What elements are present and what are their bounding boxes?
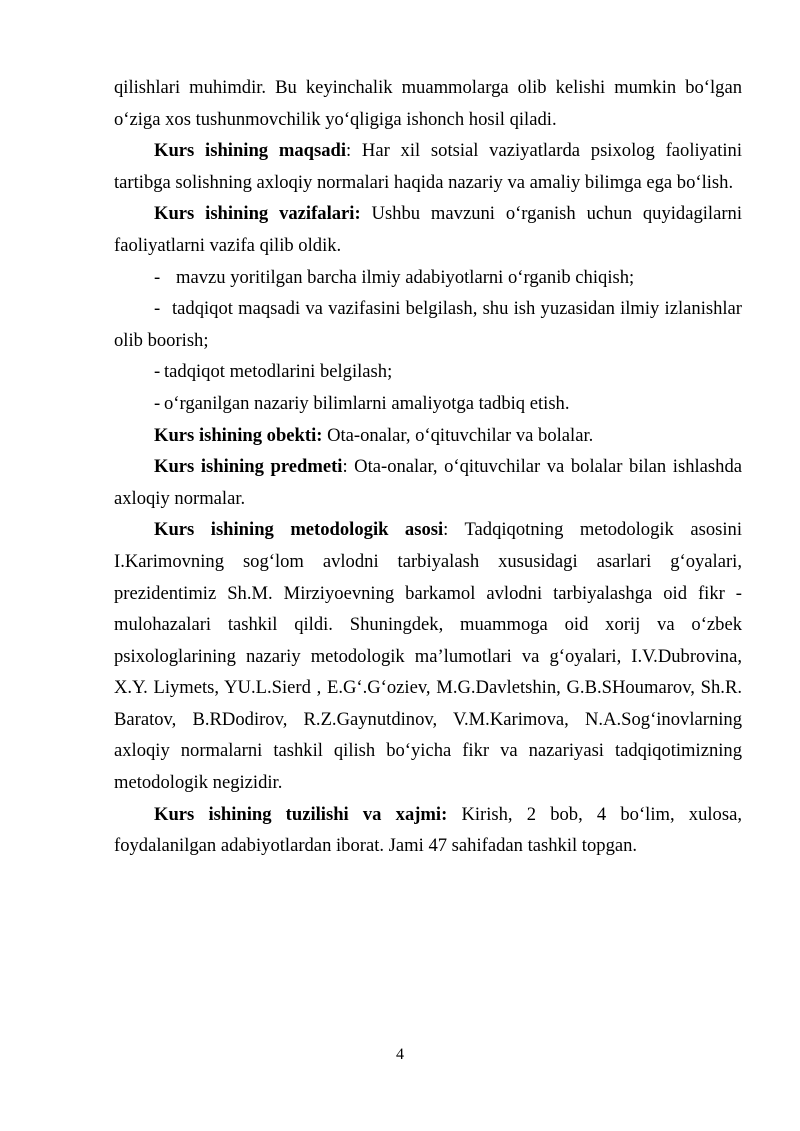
maqsad-label: Kurs ishining maqsadi: [154, 140, 347, 162]
list-marker: -: [154, 266, 161, 288]
predmet-paragraph: [114, 451, 742, 514]
intro-paragraph: qilishlari muhimdir. Bu keyinchalik muammolarga olib kelishi mumkin bo‘lgan o‘ziga xos tushunmovchilik yo‘qligiga ishonch hosil qiladi.: [114, 77, 742, 130]
list-item-text: mavzu yoritilgan barcha ilmiy adabiyotlarni o‘rganib chiqish;: [176, 266, 635, 288]
obekt-paragraph: [114, 420, 742, 452]
vazifalar-text: Ushbu mavzuni o‘rganish uchun quyidagilarni faoliyatlarni vazifa qilib oldik.: [114, 203, 743, 256]
list-marker: -: [154, 392, 161, 414]
maqsad-paragraph: [114, 135, 742, 198]
list-item-text: o‘rganilgan nazariy bilimlarni amaliyotga tadbiq etish.: [164, 392, 570, 414]
predmet-label: Kurs ishining predmeti: [154, 456, 343, 478]
list-item-text: tadqiqot metodlarini belgilash;: [164, 361, 393, 383]
list-item-text: tadqiqot maqsadi va vazifasini belgilash, shu ish yuzasidan ilmiy izlanishlar olib boorish;: [114, 298, 742, 351]
vazifalar-paragraph: [114, 198, 742, 261]
list-item: [114, 262, 742, 294]
maqsad-text: : Har xil sotsial vaziyatlarda psixolog faoliyatini tartibga solishning axloqiy normalari haqida nazariy va amaliy bilimga ega bo‘lish.: [114, 140, 742, 193]
metodologik-paragraph: [114, 514, 742, 798]
vazifalar-label: Kurs ishining vazifalari:: [154, 203, 361, 225]
list-item: [114, 293, 742, 356]
tuzilishi-text: Kirish, 2 bob, 4 bo‘lim, xulosa, foydalanilgan adabiyotlardan iborat. Jami 47 sahifadan tashkil topgan.: [114, 803, 742, 857]
tuzilishi-label: Kurs ishining tuzilishi va xajmi:: [154, 803, 448, 825]
list-item: [114, 388, 742, 420]
obekt-text: Ota-onalar, o‘qituvchilar va bolalar.: [322, 424, 594, 446]
predmet-text: : Ota-onalar, o‘qituvchilar va bolalar bilan ishlashda axloqiy normalar.: [114, 456, 743, 509]
metodologik-text: : Tadqiqotning metodologik asosini I.Karimovning sog‘lom avlodni tarbiyalash xususidagi asarlari g‘oyalari, prezidentimiz Sh.M. Mirziyoevning barkamol avlodni tarbiyalashga oid fikr -mulohazalari tashkil qildi. Shuningdek, muammoga oid xorij va o‘zbek psixologlarining nazariy metodologik ma’lumotlari va g‘oyalari, I.V.Dubrovina, X.Y. Liymets, YU.L.Sierd , E.G‘.G‘oziev, M.G.Davletshin, G.B.SHoumarov, Sh.R. Baratov, B.RDodirov, R.Z.Gaynutdinov, V.M.Karimova, N.A.Sog‘inovlarning axloqiy normalarni tashkil qilish bo‘yicha fikr va nazariyasi tadqiqotimizning metodologik negizidir.: [114, 519, 742, 794]
list-marker: -: [154, 298, 161, 320]
list-item: [114, 356, 742, 388]
metodologik-label: Kurs ishining metodologik asosi: [154, 519, 444, 541]
page-number: 4: [396, 1046, 404, 1063]
list-marker: -: [154, 361, 161, 383]
tuzilishi-paragraph: [114, 799, 742, 862]
obekt-label: Kurs ishining obekti:: [154, 424, 323, 446]
